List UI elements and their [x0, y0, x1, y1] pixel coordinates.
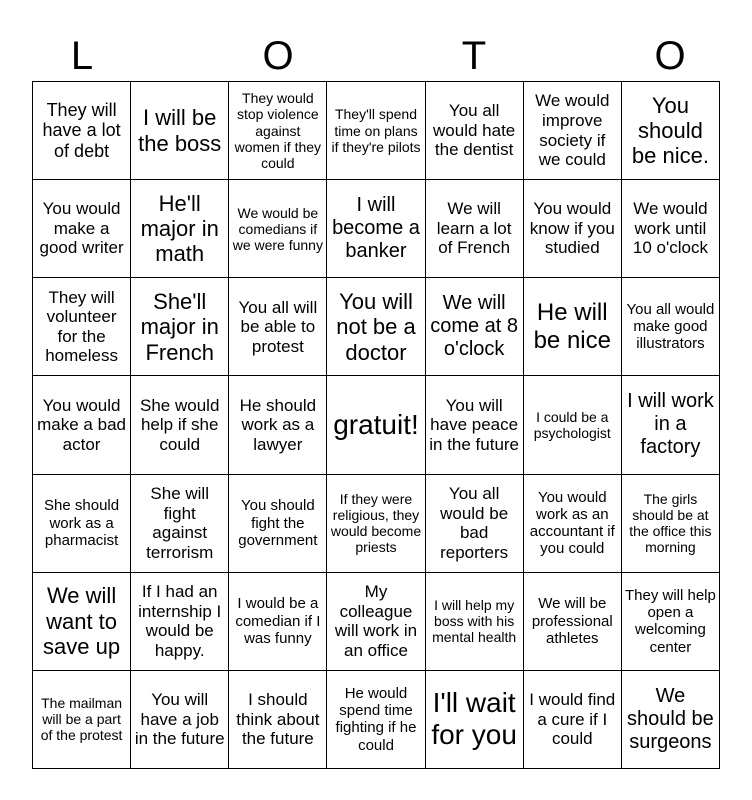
bingo-cell[interactable]: We will be professional athletes [524, 573, 622, 671]
bingo-cell[interactable]: She'll major in French [131, 278, 229, 376]
bingo-cell[interactable]: You all will be able to protest [229, 278, 327, 376]
bingo-cell[interactable]: She should work as a pharmacist [33, 475, 131, 573]
bingo-cell[interactable]: We will come at 8 o'clock [426, 278, 524, 376]
bingo-cell[interactable]: They would stop violence against women if they could [229, 82, 327, 180]
bingo-cell[interactable]: They will volunteer for the homeless [33, 278, 131, 376]
bingo-cell[interactable]: The girls should be at the office this morning [622, 475, 720, 573]
bingo-cell[interactable]: I would be a comedian if I was funny [229, 573, 327, 671]
bingo-cell[interactable]: She would help if she could [131, 376, 229, 474]
free-space-cell[interactable]: gratuit! [327, 376, 425, 474]
bingo-cell[interactable]: We should be surgeons [622, 671, 720, 769]
bingo-cell[interactable]: He would spend time fighting if he could [327, 671, 425, 769]
bingo-cell[interactable]: You would know if you studied [524, 180, 622, 278]
bingo-cell[interactable]: We would improve society if we could [524, 82, 622, 180]
bingo-cell[interactable]: My colleague will work in an office [327, 573, 425, 671]
bingo-cell[interactable]: He should work as a lawyer [229, 376, 327, 474]
bingo-cell[interactable]: He will be nice [524, 278, 622, 376]
bingo-cell[interactable]: You all would make good illustrators [622, 278, 720, 376]
bingo-cell[interactable]: You would work as an accountant if you could [524, 475, 622, 573]
bingo-cell[interactable]: I will be the boss [131, 82, 229, 180]
bingo-cell[interactable]: If they were religious, they would become priests [327, 475, 425, 573]
bingo-cell[interactable]: They'll spend time on plans if they're pilots [327, 82, 425, 180]
bingo-cell[interactable]: I would find a cure if I could [524, 671, 622, 769]
header-letter-t: T [461, 34, 487, 78]
bingo-cell[interactable]: We will want to save up [33, 573, 131, 671]
bingo-cell[interactable]: I will work in a factory [622, 376, 720, 474]
bingo-cell[interactable]: You all would be bad reporters [426, 475, 524, 573]
bingo-cell[interactable]: I will become a banker [327, 180, 425, 278]
header-letter-l: L [70, 34, 94, 78]
bingo-cell[interactable]: They will have a lot of debt [33, 82, 131, 180]
bingo-cell[interactable]: If I had an internship I would be happy. [131, 573, 229, 671]
bingo-cell[interactable]: You all would hate the dentist [426, 82, 524, 180]
bingo-cell[interactable]: We would work until 10 o'clock [622, 180, 720, 278]
bingo-cell[interactable]: You would make a bad actor [33, 376, 131, 474]
bingo-cell[interactable]: I'll wait for you [426, 671, 524, 769]
bingo-cell[interactable]: You will have a job in the future [131, 671, 229, 769]
bingo-cell[interactable]: We would be comedians if we were funny [229, 180, 327, 278]
bingo-cell[interactable]: She will fight against terrorism [131, 475, 229, 573]
bingo-cell[interactable]: You will not be a doctor [327, 278, 425, 376]
bingo-cell[interactable]: I should think about the future [229, 671, 327, 769]
bingo-cell[interactable]: I will help my boss with his mental health [426, 573, 524, 671]
bingo-grid [32, 81, 720, 769]
bingo-cell[interactable]: You would make a good writer [33, 180, 131, 278]
bingo-cell[interactable]: The mailman will be a part of the protest [33, 671, 131, 769]
bingo-cell[interactable]: He'll major in math [131, 180, 229, 278]
bingo-cell[interactable]: You will have peace in the future [426, 376, 524, 474]
header-letter-o1: O [262, 34, 294, 78]
bingo-cell[interactable]: We will learn a lot of French [426, 180, 524, 278]
bingo-cell[interactable]: I could be a psychologist [524, 376, 622, 474]
header-letter-o2: O [654, 34, 686, 78]
bingo-cell[interactable]: You should fight the government [229, 475, 327, 573]
loto-header [33, 30, 719, 82]
bingo-cell[interactable]: They will help open a welcoming center [622, 573, 720, 671]
bingo-cell[interactable]: You should be nice. [622, 82, 720, 180]
